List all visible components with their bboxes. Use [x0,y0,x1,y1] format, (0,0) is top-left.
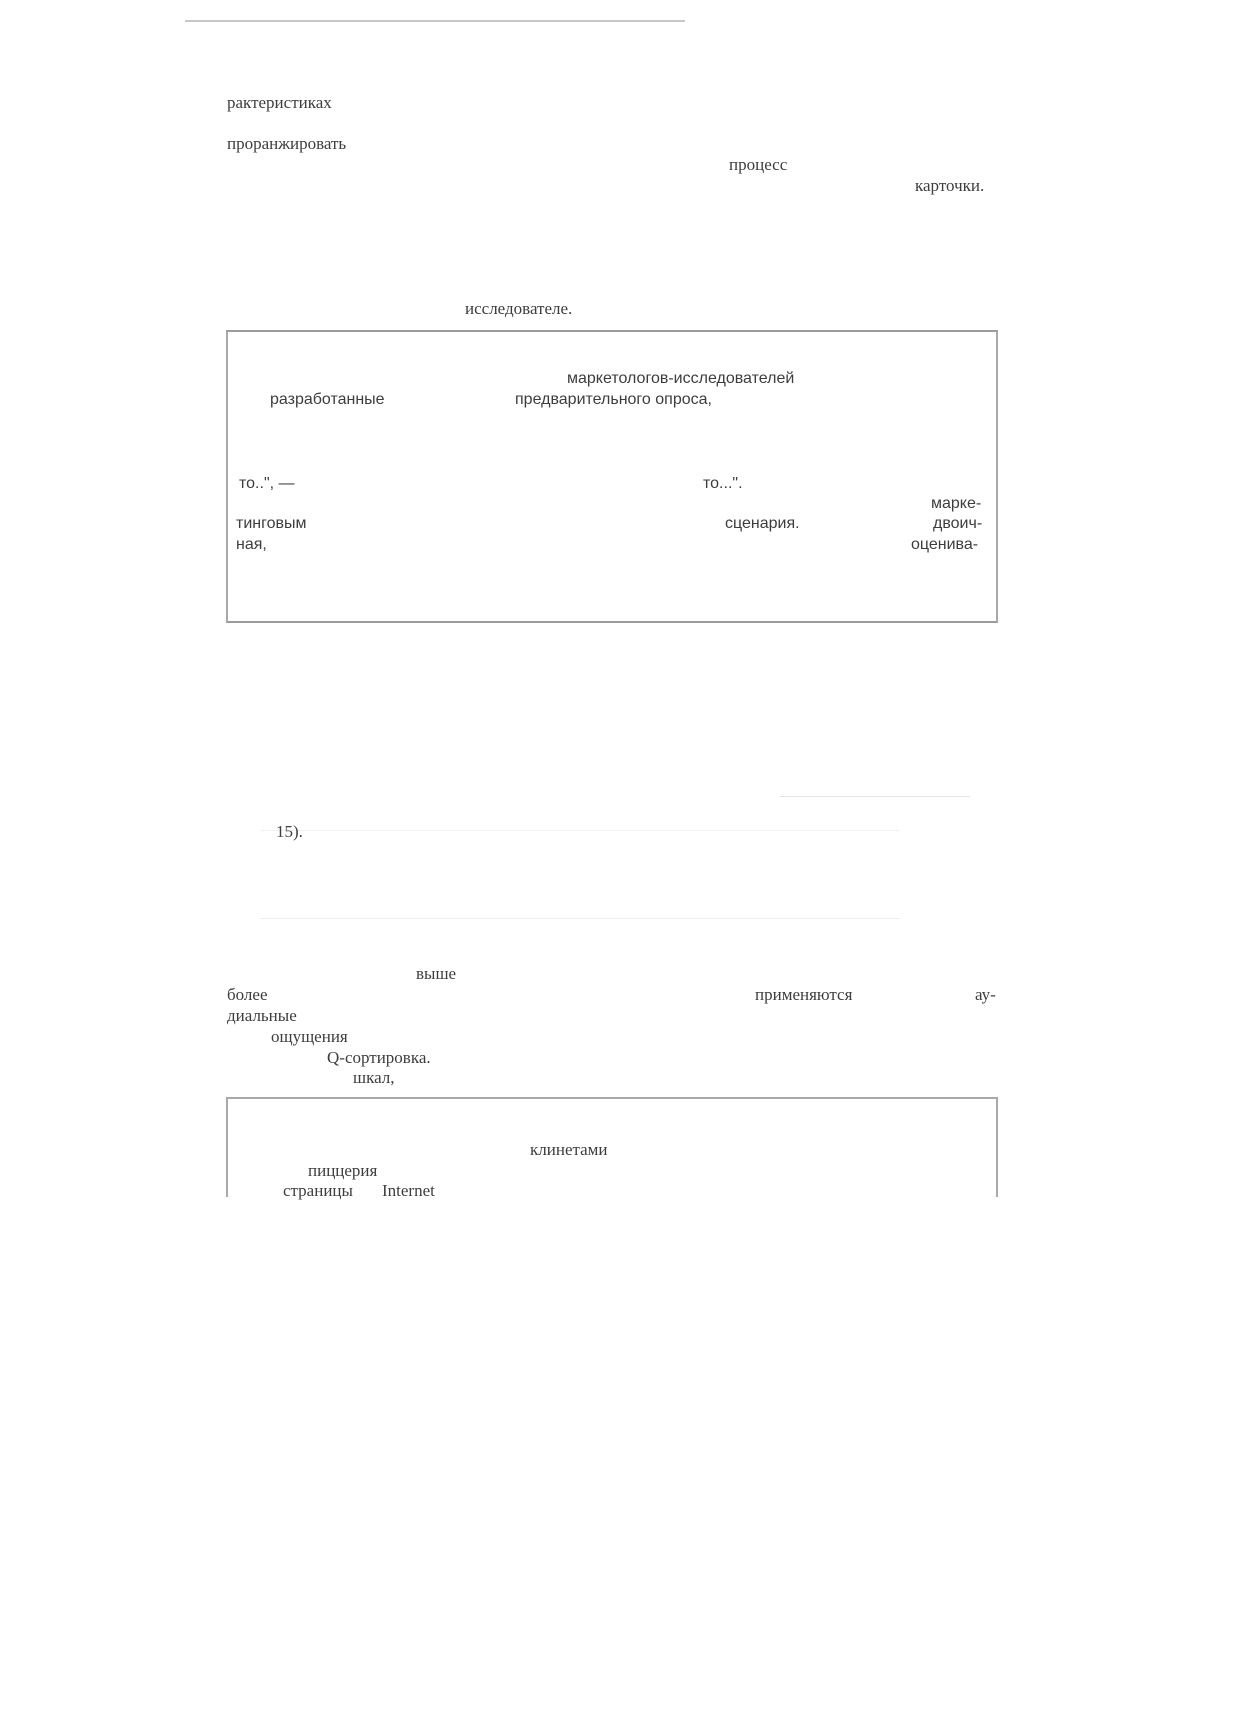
word-oshchushcheniya: ощущения [271,1027,348,1046]
box2-word-internet: Internet [382,1181,435,1200]
scan-noise-line [780,796,970,797]
box1-word-scenariya: сценария. [725,515,800,532]
box1-word-naya: ная, [236,536,267,553]
scan-noise-line [260,830,900,831]
box2-word-picceriya: пиццерия [308,1161,378,1180]
word-process: процесс [729,155,788,174]
word-au: ау- [975,985,996,1004]
box1-word-razrabotannye: разработанные [270,391,385,408]
word-15: 15). [276,822,303,841]
word-bolee: более [227,985,268,1004]
box1-word-marke: марке- [931,495,982,512]
word-rakteristikah: рактеристиках [227,93,332,112]
box2-word-stranicy: страницы [283,1181,353,1200]
box1-word-ocenivat: оценива- [911,536,979,553]
box1-word-marketologov: маркетологов-исследователей [567,370,795,387]
word-q-sortirovka: Q-сортировка. [327,1048,431,1067]
word-shkal: шкал, [353,1068,395,1087]
box2-word-klinetami: клинетами [530,1140,608,1159]
box1-word-to-1: то..", — [239,475,295,492]
top-rule [185,20,685,22]
word-issledovatele: исследователе. [465,299,573,318]
box1-word-dvoich: двоич- [933,515,983,532]
box1-word-predvaritelnogo: предварительного опроса, [515,391,712,408]
word-kartochki: карточки. [915,176,985,195]
scan-noise-line [260,918,900,919]
box1-word-to-2: то...". [703,475,743,492]
word-dialnye: диальные [227,1006,297,1025]
word-primenyayutsya: применяются [755,985,853,1004]
box1-word-tingovym: тинговым [236,515,307,532]
word-proranzhirovat: проранжировать [227,134,347,153]
word-vyshe: выше [416,964,457,983]
